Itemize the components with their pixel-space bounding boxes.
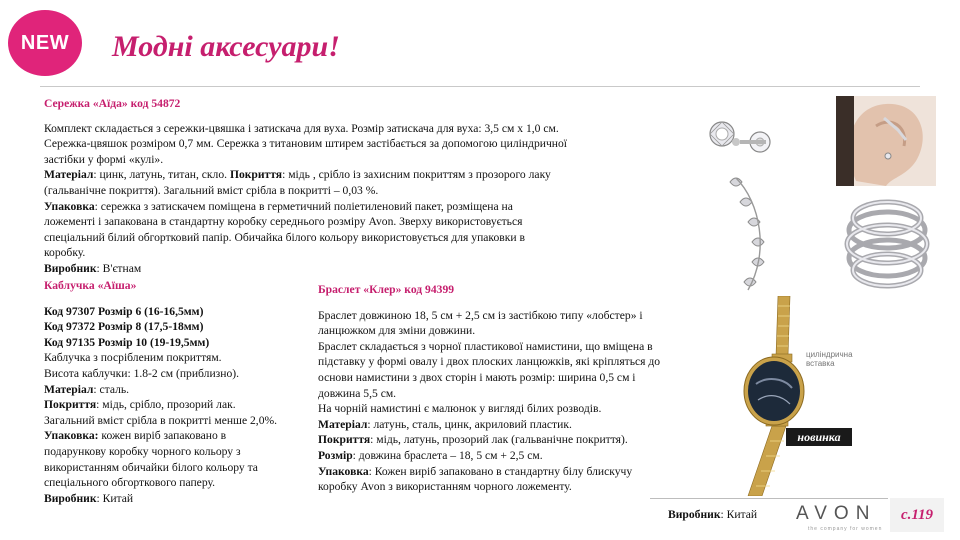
ring-packing-line: використанням обичайки білого кольору та <box>44 460 258 474</box>
bracelet-packing <box>318 464 708 480</box>
maker-text: : Китай <box>96 491 134 505</box>
earrings-coating-line: (гальванічне покриття). Загальний вміст срібла в покритті – 0,03 %. <box>44 183 379 197</box>
bracelet-size <box>318 448 708 464</box>
ear-photo <box>836 96 936 186</box>
bracelet-line: На чорній намистині є малюнок у вигляді білих розводів. <box>318 402 602 416</box>
bracelet-line: Браслет складається з чорної пластикової намистини, що вміщена в <box>318 339 653 353</box>
footer-maker <box>668 508 757 521</box>
maker-label: Виробник <box>44 491 97 505</box>
coating-label: Покриття <box>229 168 283 182</box>
ring-silver-line: Загальний вміст срібла в покритті менше 2,0%. <box>44 413 278 427</box>
maker-text: : Китай <box>720 508 758 521</box>
material-text: : латунь, сталь, цинк, акриловий пластик. <box>367 417 572 431</box>
ring-code: Код 97307 Розмір 6 (16-16,5мм) <box>44 304 204 318</box>
coating-label: Покриття <box>44 398 97 412</box>
packing-label: Упаковка <box>44 199 95 213</box>
earrings-packing-line: коробку. <box>44 246 86 260</box>
earrings-section <box>44 96 634 277</box>
header-divider <box>40 86 920 87</box>
bracelet-section <box>318 282 708 495</box>
packing-label: Упаковка: <box>44 429 99 443</box>
ring-line: Висота каблучки: 1.8-2 см (приблизно). <box>44 366 239 380</box>
ring-coating <box>44 397 314 413</box>
earrings-heading: Сережка «Аїда» код 54872 <box>44 97 181 110</box>
bracelet-line: ланцюжком для зміни довжини. <box>318 324 476 338</box>
earrings-line: застібки у формі «кулі». <box>44 152 164 166</box>
bracelet-image <box>712 296 812 496</box>
material-label: Матеріал <box>318 417 368 431</box>
ring-code: Код 97135 Розмір 10 (19-19,5мм) <box>44 335 210 349</box>
page-number: с.119 <box>888 498 944 532</box>
packing-text: : сережка з затискачем поміщена в герметичний поліетиленовий пакет, розміщена на <box>94 199 513 213</box>
bracelet-line: основи намистини з двох сторін і мають розмір: ширина 0,5 см і <box>318 370 636 384</box>
material-text: : сталь. <box>93 382 130 396</box>
earrings-image <box>700 112 810 302</box>
bracelet-line: довжина 5,5 см. <box>318 386 397 400</box>
packing-text: кожен виріб запаковано в <box>98 429 227 443</box>
earrings-line: Сережка-цвяшок розміром 0,7 мм. Сережка з титановим штирем застібається за допомогою циліндричної <box>44 137 567 151</box>
bracelet-line: підставку у формі овалу і двох плоских ланцюжків, які кріпляться до <box>318 355 661 369</box>
earrings-packing <box>44 199 634 215</box>
ring-packing <box>44 428 314 444</box>
maker-text: : В'єтнам <box>96 261 142 275</box>
bracelet-heading: Браслет «Клер» код 94399 <box>318 283 455 296</box>
earrings-line: Комплект складається з сережки-цвяшка і затискача для вуха. Розмір затискача для вуха: 3,5 см х 1,0 см. <box>44 121 559 135</box>
ring-heading: Каблучка «Аїша» <box>44 279 137 292</box>
ring-material <box>44 382 314 398</box>
stud-earring-image <box>710 122 770 152</box>
page-title: Модні аксесуари! <box>112 30 340 63</box>
ring-image <box>834 188 940 298</box>
maker-label: Виробник <box>44 261 97 275</box>
material-text: : цинк, латунь, титан, скло. <box>93 168 230 182</box>
bracelet-line: Браслет довжиною 18, 5 см + 2,5 см із застібкою типу «лобстер» і <box>318 308 643 322</box>
maker-label: Виробник <box>668 508 721 521</box>
packing-label: Упаковка <box>318 464 369 478</box>
size-text: : довжина браслета – 18, 5 см + 2,5 см. <box>352 448 543 462</box>
earrings-packing-line: ложементі і запакована в стандартну коробку середнього розміру Avon. Зверху використовується <box>44 215 523 229</box>
ear-cuff-image <box>730 178 764 290</box>
coating-label: Покриття <box>318 433 371 447</box>
ring-section <box>44 278 314 506</box>
size-label: Розмір <box>318 448 353 462</box>
avon-logo: AVON <box>796 503 877 524</box>
avon-tagline: the company for women <box>808 526 883 532</box>
ring-packing-line: спеціального обгорткового паперу. <box>44 476 215 490</box>
bracelet-material <box>318 417 708 433</box>
earrings-maker <box>44 261 634 277</box>
coating-text: : мідь , срібло із захисним покриттям з прозорого лаку <box>282 168 551 182</box>
bracelet-callout: циліндрична вставка <box>806 350 853 368</box>
ring-line: Каблучка з посрібленим покриттям. <box>44 351 222 365</box>
bracelet-packing-line: коробку Avon з використанням чорного ложементу. <box>318 480 572 494</box>
bracelet-coating <box>318 432 708 448</box>
ring-code: Код 97372 Розмір 8 (17,5-18мм) <box>44 320 204 334</box>
ring-packing-line: подарункову коробку чорного кольору з <box>44 444 241 458</box>
novelty-badge: новинка <box>786 428 852 446</box>
earrings-material <box>44 167 634 183</box>
material-label: Матеріал <box>44 382 94 396</box>
coating-text: : мідь, срібло, прозорий лак. <box>96 398 236 412</box>
material-label: Матеріал <box>44 168 94 182</box>
new-badge <box>8 10 82 76</box>
ring-maker <box>44 491 314 507</box>
earrings-packing-line: спеціальний білий обгортковий папір. Обичайка білого кольору використовується для упаковки в <box>44 230 525 244</box>
new-badge-label: NEW <box>20 31 70 54</box>
coating-text: : мідь, латунь, прозорий лак (гальванічне покриття). <box>370 433 628 447</box>
packing-text: : Кожен виріб запаковано в стандартну білу блискучу <box>368 464 633 478</box>
